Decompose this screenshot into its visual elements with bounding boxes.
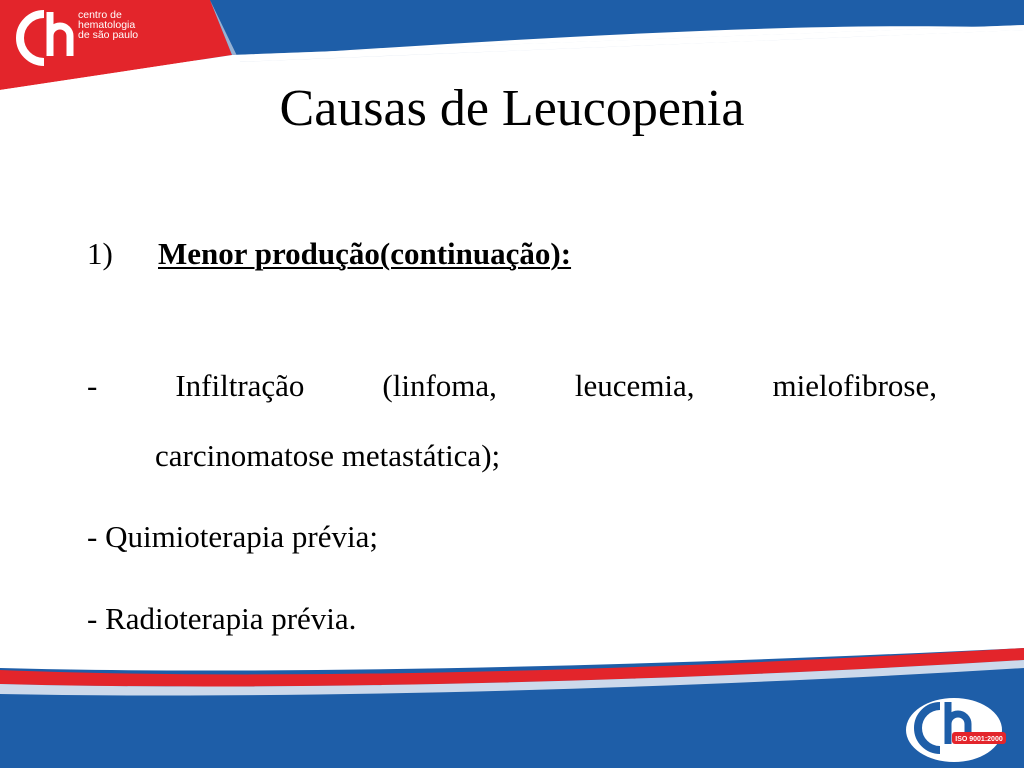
page-title: Causas de Leucopenia xyxy=(279,80,745,137)
iso-badge-text: ISO 9001:2000 xyxy=(955,736,1003,743)
ch-logo-iso-badge xyxy=(904,694,1010,762)
logo-line-3: de são paulo xyxy=(78,29,139,41)
bullet-item-2: - Quimioterapia prévia; xyxy=(87,519,378,554)
bullet-item-1-continuation: carcinomatose metastática); xyxy=(155,438,501,473)
bullet-item-3: - Radioterapia prévia. xyxy=(87,601,357,636)
section-number: 1) xyxy=(87,236,113,271)
logo-line-2: hematologia xyxy=(78,19,136,31)
section-heading-text: Menor produção(continuação): xyxy=(158,236,572,271)
logo-line-1: centro de xyxy=(78,9,122,21)
logo-wordmark xyxy=(78,10,138,40)
bullet-item-1: - Infiltração (linfoma, leucemia, mielofibrose, xyxy=(87,368,937,403)
